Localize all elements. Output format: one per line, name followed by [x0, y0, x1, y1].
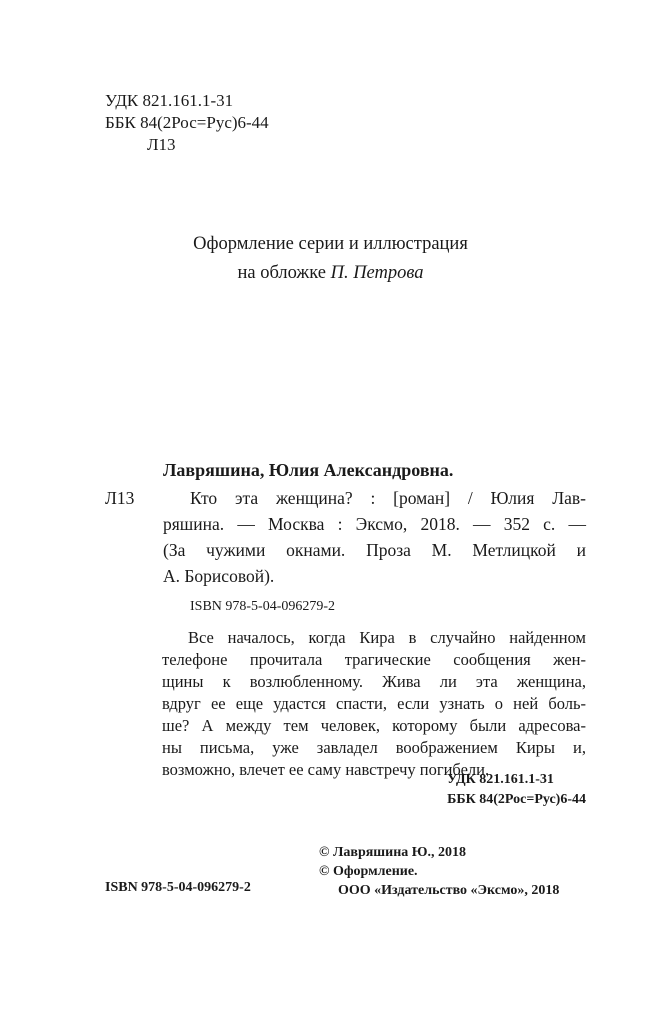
illustrator-name: П. Петрова	[330, 263, 424, 283]
credits-line-1: Оформление серии и иллюстрация	[193, 234, 468, 254]
copyright-author: © Лавряшина Ю., 2018	[319, 845, 467, 860]
annotation-line: Все началось, когда Кира в случайно найденном	[188, 628, 586, 647]
footer-classification-codes	[447, 770, 586, 810]
annotation-line: ны письма, уже завладел воображением Киры и,	[162, 738, 586, 757]
isbn-bottom: ISBN 978-5-04-096279-2	[105, 880, 251, 895]
footer-bbk-code: ББК 84(2Рос=Рус)6-44	[447, 792, 586, 807]
author-heading: Лавряшина, Юлия Александровна.	[163, 460, 454, 480]
design-credits	[0, 230, 661, 288]
classification-codes	[105, 90, 269, 156]
annotation-line: щины к возлюбленному. Жива ли эта женщина,	[162, 672, 586, 691]
bbk-code: ББК 84(2Рос=Рус)6-44	[105, 113, 269, 132]
bibliographic-description	[163, 485, 586, 589]
annotation-line: вдруг ее еще удастся спасти, если узнать о ней боль-	[162, 694, 586, 713]
bib-line: (За чужими окнами. Проза М. Метлицкой и	[163, 540, 586, 560]
copyright-block	[319, 843, 559, 900]
bib-line: ряшина. — Москва : Эксмо, 2018. — 352 с. —	[163, 514, 586, 534]
udk-code: УДК 821.161.1-31	[105, 91, 234, 110]
annotation-line: возможно, влечет ее саму навстречу погибели.	[162, 760, 490, 779]
bib-line: Кто эта женщина? : [роман] / Юлия Лав-	[190, 488, 586, 508]
entry-isbn: ISBN 978-5-04-096279-2	[190, 599, 336, 614]
annotation-line: ше? А между тем человек, которому были адресова-	[162, 716, 586, 735]
credits-line-2	[0, 259, 661, 288]
footer-udk-code: УДК 821.161.1-31	[447, 772, 554, 787]
annotation	[162, 627, 586, 781]
copyright-design: © Оформление.	[319, 864, 418, 879]
entry-author-mark: Л13	[105, 488, 135, 508]
credits-line-2-prefix: на обложке	[237, 263, 331, 283]
author-mark: Л13	[147, 135, 176, 154]
bib-line: А. Борисовой).	[163, 566, 275, 586]
copyright-publisher: ООО «Издательство «Эксмо», 2018	[338, 883, 560, 898]
annotation-line: телефоне прочитала трагические сообщения жен-	[162, 650, 586, 669]
